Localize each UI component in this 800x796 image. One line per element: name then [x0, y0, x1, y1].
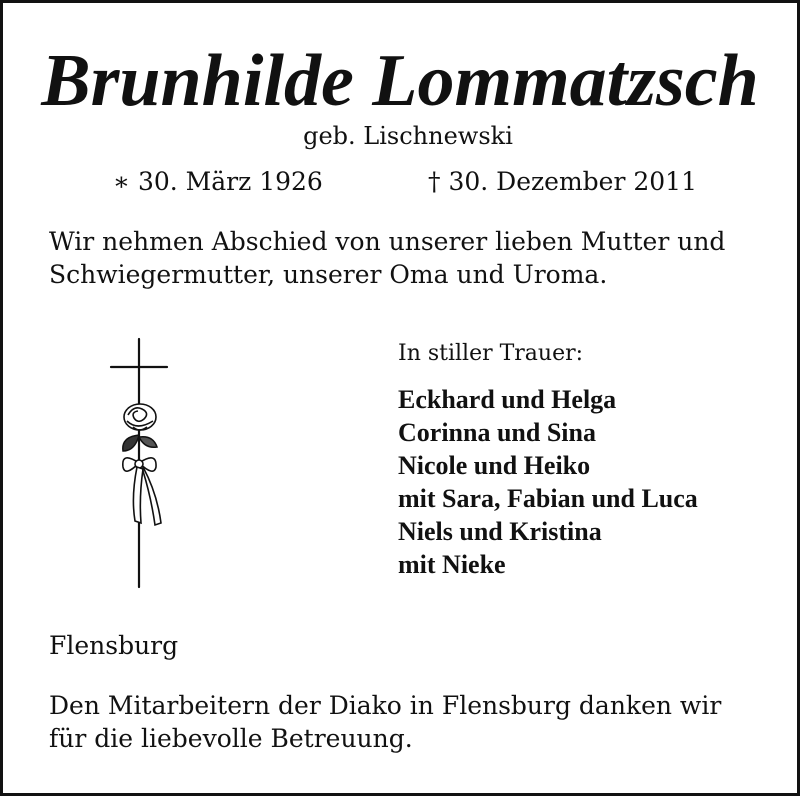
thanks-text — [49, 689, 769, 755]
cross-with-rose-icon — [103, 337, 183, 589]
mourning-label: In stiller Trauer: — [398, 341, 584, 366]
deceased-name: Brunhilde Lommatzsch — [41, 40, 759, 122]
birth-date: ∗ 30. März 1926 — [113, 167, 323, 196]
family-member: Eckhard und Helga — [398, 385, 617, 414]
farewell-line: Schwiegermutter, unserer Oma und Uroma. — [49, 260, 608, 289]
family-member: Nicole und Heiko — [398, 451, 591, 480]
family-list — [398, 383, 698, 581]
farewell-line: Wir nehmen Abschied von unserer lieben Mutter und — [49, 227, 726, 256]
thanks-line: Den Mitarbeitern der Diako in Flensburg danken wir — [49, 691, 722, 720]
city: Flensburg — [49, 631, 179, 660]
family-member: Niels und Kristina — [398, 517, 602, 546]
family-member: Corinna und Sina — [398, 418, 596, 447]
family-member: mit Nieke — [398, 550, 506, 579]
birth-name: geb. Lischnewski — [303, 122, 513, 150]
thanks-line: für die liebevolle Betreuung. — [49, 724, 413, 753]
family-member: mit Sara, Fabian und Luca — [398, 484, 698, 513]
death-date: † 30. Dezember 2011 — [428, 167, 697, 196]
farewell-text — [49, 225, 769, 291]
